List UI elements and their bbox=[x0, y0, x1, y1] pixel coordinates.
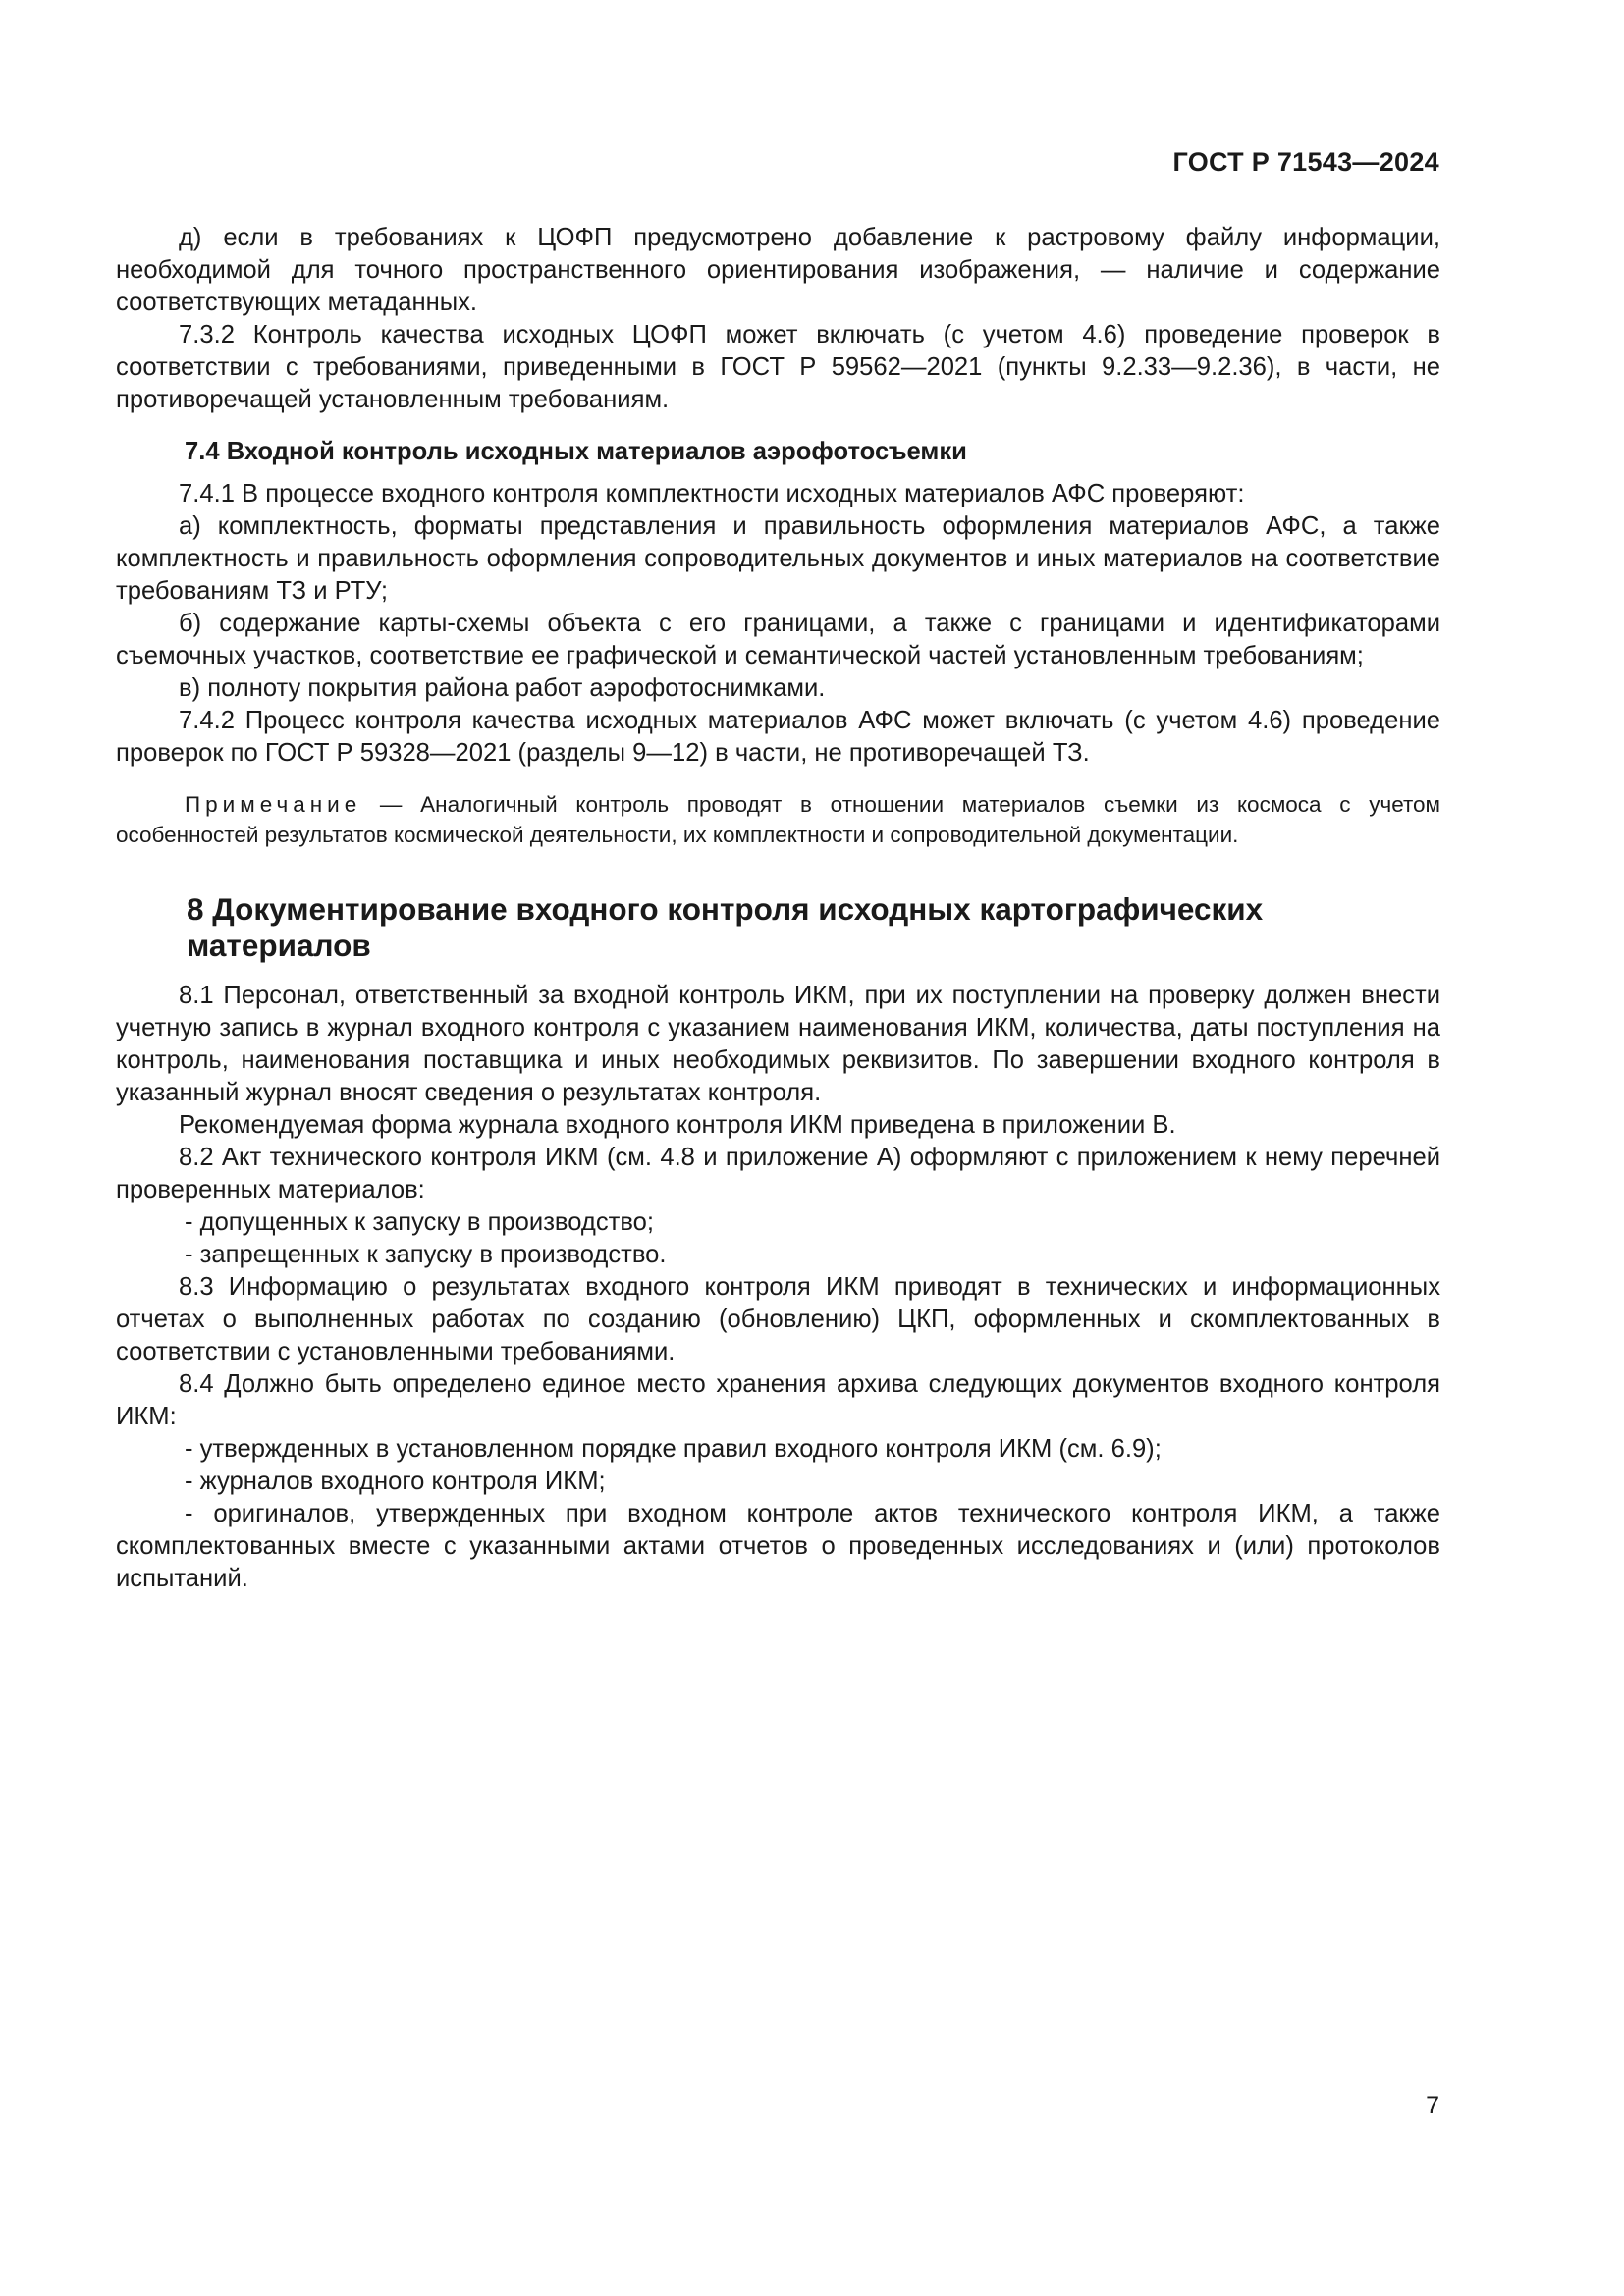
paragraph-7-3-item-d: д) если в требованиях к ЦОФП предусмотрено добавление к растровому файлу информации, необходимой для точного пространственного ориентирования изображения, — наличие и содержание соответствующих метаданных. bbox=[116, 224, 1440, 316]
list-item-7-4-1-a: а) комплектность, форматы представления и правильность оформления материалов АФС, а также комплектность и правильность оформления сопроводительных документов и иных материалов на соответствие требованиям ТЗ и РТУ; bbox=[116, 512, 1440, 605]
list-item-8-2-1: - допущенных к запуску в производство; bbox=[185, 1208, 655, 1236]
note-label: Примечание bbox=[185, 792, 362, 817]
list-item-7-4-1-b: б) содержание карты-схемы объекта с его границами, а также с границами и идентификаторами съемочных участков, соответствие ее графической и семантической частей установленным требованиям; bbox=[116, 610, 1440, 669]
list-item-8-4-1: - утвержденных в установленном порядке правил входного контроля ИКМ (см. 6.9); bbox=[185, 1435, 1162, 1463]
page-number: 7 bbox=[1426, 2092, 1439, 2119]
paragraph-8-2: 8.2 Акт технического контроля ИКМ (см. 4.8 и приложение А) оформляют с приложением к нему перечней проверенных материалов: bbox=[116, 1144, 1440, 1203]
page-content bbox=[116, 222, 1440, 1595]
heading-7-4: 7.4 Входной контроль исходных материалов аэрофотосъемки bbox=[185, 438, 967, 465]
paragraph-8-1: 8.1 Персонал, ответственный за входной контроль ИКМ, при их поступлении на проверку должен внести учетную запись в журнал входного контроля с указанием наименования ИКМ, количества, даты поступления на контроль, наименования поставщика и иных необходимых реквизитов. По завершении входного контроля в указанный журнал вносят сведения о результатах контроля. bbox=[116, 982, 1440, 1106]
paragraph-7-4-1: 7.4.1 В процессе входного контроля комплектности исходных материалов АФС проверяют: bbox=[179, 480, 1245, 507]
note-7-4 bbox=[116, 789, 1440, 850]
list-item-8-2-2: - запрещенных к запуску в производство. bbox=[185, 1241, 667, 1268]
paragraph-7-4-2: 7.4.2 Процесс контроля качества исходных материалов АФС может включать (с учетом 4.6) проведение проверок по ГОСТ Р 59328—2021 (разделы 9—12) в части, не противоречащей ТЗ. bbox=[116, 707, 1440, 767]
section-8-title: 8 Документирование входного контроля исходных картографических материалов bbox=[187, 891, 1264, 963]
list-item-8-4-3: - оригиналов, утвержденных при входном контроле актов технического контроля ИКМ, а также скомплектованных вместе с указанными актами отчетов о проведенных исследованиях и (или) протоколов испытаний. bbox=[116, 1500, 1440, 1592]
paragraph-8-1-b: Рекомендуемая форма журнала входного контроля ИКМ приведена в приложении В. bbox=[179, 1111, 1176, 1139]
list-item-7-4-1-v: в) полноту покрытия района работ аэрофотоснимками. bbox=[179, 674, 826, 702]
paragraph-8-4: 8.4 Должно быть определено единое место хранения архива следующих документов входного контроля ИКМ: bbox=[116, 1370, 1440, 1430]
paragraph-7-3-2: 7.3.2 Контроль качества исходных ЦОФП может включать (с учетом 4.6) проведение проверок в соответствии с требованиями, приведенными в ГОСТ Р 59562—2021 (пункты 9.2.33—9.2.36), в части, не противоречащей установленным требованиям. bbox=[116, 321, 1440, 413]
standard-code: ГОСТ Р 71543—2024 bbox=[1172, 147, 1439, 177]
note-text: — Аналогичный контроль проводят в отношении материалов съемки из космоса с учетом особенностей результатов космической деятельности, их комплектности и сопроводительной документации. bbox=[116, 792, 1440, 847]
list-item-8-4-2: - журналов входного контроля ИКМ; bbox=[185, 1468, 606, 1495]
paragraph-8-3: 8.3 Информацию о результатах входного контроля ИКМ приводят в технических и информационных отчетах о выполненных работах по созданию (обновлению) ЦКП, оформленных и скомплектованных в соответствии с установленными требованиями. bbox=[116, 1273, 1440, 1365]
